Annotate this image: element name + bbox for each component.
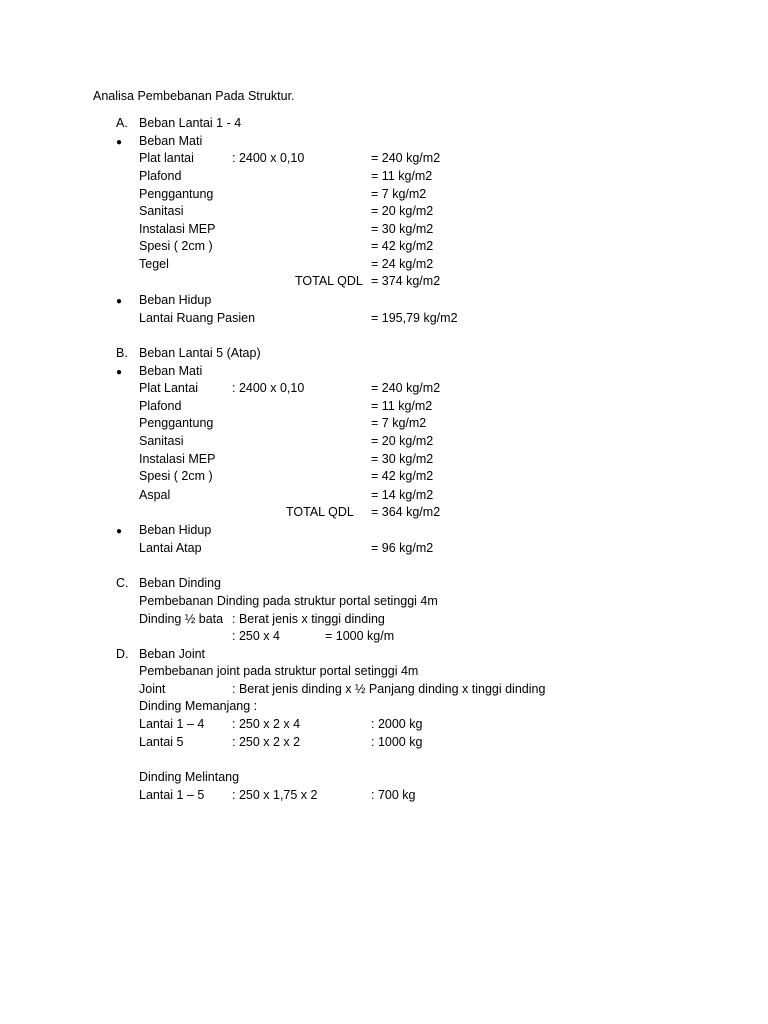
section-c-description: Pembebanan Dinding pada struktur portal setinggi 4m — [139, 594, 438, 608]
row-value: = 20 kg/m2 — [371, 434, 434, 448]
section-b-letter: B. — [116, 346, 128, 360]
row-label: Spesi ( 2cm ) — [139, 469, 213, 483]
row-formula: : 250 x 2 x 2 — [232, 735, 301, 749]
memanjang-heading: Dinding Memanjang : — [139, 699, 258, 713]
section-a-hidup-heading: Beban Hidup — [139, 293, 212, 307]
row-label: Tegel — [139, 257, 169, 271]
row-value: : 2000 kg — [371, 717, 423, 731]
row-value: = 30 kg/m2 — [371, 222, 434, 236]
section-b-hidup-heading: Beban Hidup — [139, 523, 212, 537]
bullet-icon: ● — [116, 296, 123, 307]
row-label: Lantai 1 – 4 — [139, 717, 205, 731]
section-d-heading: Beban Joint — [139, 647, 206, 661]
row-value: = 42 kg/m2 — [371, 469, 434, 483]
row-formula: : 2400 x 0,10 — [232, 381, 305, 395]
row-label: Joint — [139, 682, 166, 696]
section-b-mati-heading: Beban Mati — [139, 364, 203, 378]
row-label: Dinding ½ bata — [139, 612, 224, 626]
total-value: = 374 kg/m2 — [371, 274, 441, 288]
document-title: Analisa Pembebanan Pada Struktur. — [93, 89, 295, 103]
row-label: Plafond — [139, 169, 182, 183]
bullet-icon: ● — [116, 367, 123, 378]
row-value: = 195,79 kg/m2 — [371, 311, 458, 325]
section-c-letter: C. — [116, 576, 129, 590]
row-value: = 30 kg/m2 — [371, 452, 434, 466]
row-label: Penggantung — [139, 187, 214, 201]
section-b-heading: Beban Lantai 5 (Atap) — [139, 346, 261, 360]
row-value: = 42 kg/m2 — [371, 239, 434, 253]
row-value: = 11 kg/m2 — [371, 169, 433, 183]
row-label: Lantai 5 — [139, 735, 184, 749]
total-label: TOTAL QDL — [295, 274, 363, 288]
total-value: = 364 kg/m2 — [371, 505, 441, 519]
row-value: = 20 kg/m2 — [371, 204, 434, 218]
row-label: Penggantung — [139, 416, 214, 430]
row-value: = 24 kg/m2 — [371, 257, 434, 271]
section-a-mati-heading: Beban Mati — [139, 134, 203, 148]
section-d-letter: D. — [116, 647, 129, 661]
row-label: Instalasi MEP — [139, 452, 216, 466]
bullet-icon: ● — [116, 137, 123, 148]
row-value: : 700 kg — [371, 788, 416, 802]
row-label: Plat Lantai — [139, 381, 199, 395]
total-label: TOTAL QDL — [286, 505, 354, 519]
row-value: = 240 kg/m2 — [371, 381, 441, 395]
row-label: Lantai Ruang Pasien — [139, 311, 256, 325]
row-label: Aspal — [139, 488, 171, 502]
section-c-heading: Beban Dinding — [139, 576, 222, 590]
row-label: Lantai Atap — [139, 541, 202, 555]
row-value: = 96 kg/m2 — [371, 541, 434, 555]
row-value: = 7 kg/m2 — [371, 187, 427, 201]
section-d-description: Pembebanan joint pada struktur portal setinggi 4m — [139, 664, 419, 678]
melintang-heading: Dinding Melintang — [139, 770, 240, 784]
row-formula: : Berat jenis x tinggi dinding — [232, 612, 385, 626]
row-label: Sanitasi — [139, 204, 184, 218]
row-value: = 7 kg/m2 — [371, 416, 427, 430]
row-formula: : 250 x 2 x 4 — [232, 717, 301, 731]
row-label: Instalasi MEP — [139, 222, 216, 236]
row-result: = 1000 kg/m — [325, 629, 395, 643]
row-label: Sanitasi — [139, 434, 184, 448]
row-formula: : Berat jenis dinding x ½ Panjang dinding x tinggi dinding — [232, 682, 546, 696]
row-formula: : 250 x 1,75 x 2 — [232, 788, 318, 802]
section-a-heading: Beban Lantai 1 - 4 — [139, 116, 242, 130]
row-value: : 1000 kg — [371, 735, 423, 749]
row-formula: : 2400 x 0,10 — [232, 151, 305, 165]
row-value: = 11 kg/m2 — [371, 399, 433, 413]
bullet-icon: ● — [116, 526, 123, 537]
row-label: Plafond — [139, 399, 182, 413]
row-formula: : 250 x 4 — [232, 629, 280, 643]
row-label: Lantai 1 – 5 — [139, 788, 205, 802]
row-label: Spesi ( 2cm ) — [139, 239, 213, 253]
section-a-letter: A. — [116, 116, 128, 130]
row-label: Plat lantai — [139, 151, 194, 165]
row-value: = 14 kg/m2 — [371, 488, 434, 502]
row-value: = 240 kg/m2 — [371, 151, 441, 165]
